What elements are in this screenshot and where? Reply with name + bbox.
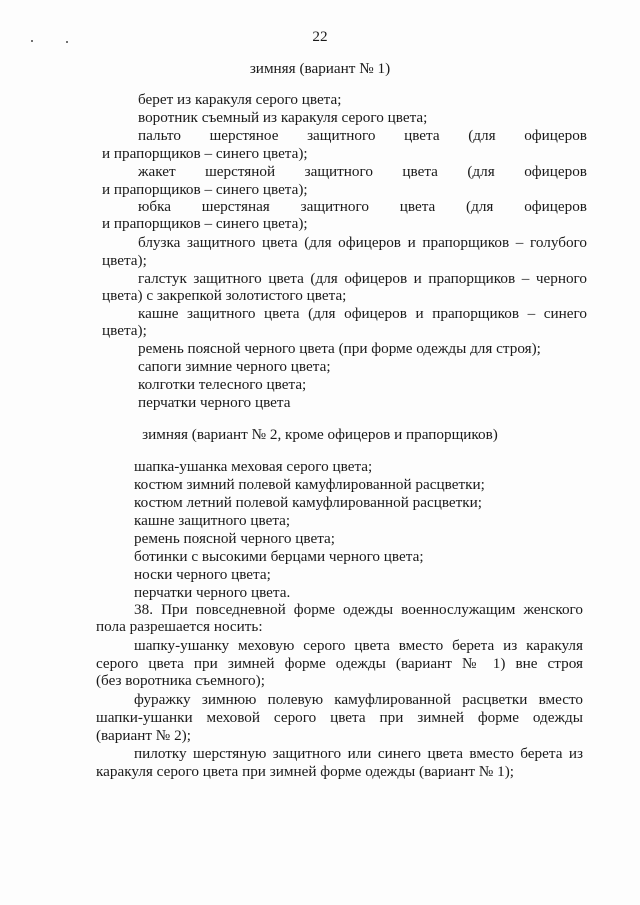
allowed-item-furazhka: фуражку зимнюю полевую камуфлированной расцветки вместо: [134, 691, 583, 708]
section-heading-winter-1: зимняя (вариант № 1): [249, 60, 391, 77]
paragraph-38-continuation: пола разрешается носить:: [96, 618, 263, 635]
allowed-item-shapka-continuation: (без воротника съемного);: [96, 672, 265, 689]
word: (для: [467, 163, 495, 180]
word: защитного: [307, 127, 376, 144]
list-item: перчатки черного цвета: [138, 394, 291, 411]
list-item: ремень поясной черного цвета;: [134, 530, 336, 547]
word: цвета: [402, 163, 438, 180]
list-item-continuation: цвета);: [102, 252, 147, 269]
allowed-item-pilotka: пилотку шерстяную защитного или синего цвета вместо берета из: [134, 745, 583, 762]
list-item-bluzka: блузка защитного цвета (для офицеров и прапорщиков – голубого: [138, 234, 587, 251]
list-item-continuation: цвета) с закрепкой золотистого цвета;: [102, 287, 347, 304]
list-item: костюм зимний полевой камуфлированной расцветки;: [134, 476, 485, 493]
word: форме: [477, 709, 519, 726]
word: шерстяное: [209, 127, 279, 144]
section-heading-winter-2: зимняя (вариант № 2, кроме офицеров и прапорщиков): [142, 426, 498, 443]
list-item: берет из каракуля серого цвета;: [138, 91, 342, 108]
word: меховой: [206, 709, 261, 726]
allowed-item-pilotka-continuation: каракуля серого цвета при зимней форме одежды (вариант № 1);: [96, 763, 515, 780]
word: офицеров: [524, 198, 587, 215]
word: офицеров: [524, 163, 587, 180]
word: защитного: [304, 163, 373, 180]
word: защитного: [300, 198, 369, 215]
list-item-palto: [138, 127, 587, 145]
list-item-yubka: [138, 198, 587, 216]
list-item: колготки телесного цвета;: [138, 376, 307, 393]
allowed-item-furazhka-continuation: [96, 709, 583, 727]
list-item: ремень поясной черного цвета (при форме одежды для строя);: [138, 340, 541, 357]
word: (для: [468, 127, 496, 144]
list-item: кашне защитного цвета;: [134, 512, 291, 529]
word: цвета: [399, 198, 436, 215]
allowed-item-furazhka-continuation: (вариант № 2);: [96, 727, 191, 744]
list-item: шапка-ушанка меховая серого цвета;: [134, 458, 373, 475]
word: серого: [273, 709, 317, 726]
word: жакет: [138, 163, 176, 180]
paragraph-38: 38. При повседневной форме одежды военнослужащим женского: [134, 601, 583, 618]
list-item-continuation: и прапорщиков – синего цвета);: [102, 181, 308, 198]
word: зимней: [417, 709, 464, 726]
list-item-continuation: цвета);: [102, 322, 147, 339]
list-item-galstuk: галстук защитного цвета (для офицеров и прапорщиков – черного: [138, 270, 587, 287]
list-item-continuation: и прапорщиков – синего цвета);: [102, 215, 308, 232]
word: юбка: [138, 198, 171, 215]
list-item-zhaket: [138, 163, 587, 181]
word: шапки-ушанки: [96, 709, 193, 726]
word: цвета: [330, 709, 366, 726]
allowed-item-shapka-continuation: серого цвета при зимней форме одежды (вариант № 1) вне строя: [96, 655, 583, 672]
word: одежды: [532, 709, 583, 726]
word: шерстяная: [201, 198, 270, 215]
list-item: носки черного цвета;: [134, 566, 271, 583]
list-item: перчатки черного цвета.: [134, 584, 291, 601]
allowed-item-shapka: шапку-ушанку меховую серого цвета вместо берета из каракуля: [134, 637, 583, 654]
list-item: сапоги зимние черного цвета;: [138, 358, 331, 375]
list-item-kashne: кашне защитного цвета (для офицеров и прапорщиков – синего: [138, 305, 587, 322]
word: пальто: [138, 127, 181, 144]
word: офицеров: [524, 127, 587, 144]
list-item-continuation: и прапорщиков – синего цвета);: [102, 145, 308, 162]
word: шерстяной: [205, 163, 276, 180]
word: при: [379, 709, 404, 726]
list-item: ботинки с высокими берцами черного цвета;: [134, 548, 424, 565]
word: (для: [466, 198, 494, 215]
page-number: 22: [312, 28, 328, 45]
list-item: костюм летний полевой камуфлированной расцветки;: [134, 494, 483, 511]
list-item: воротник съемный из каракуля серого цвета;: [138, 109, 428, 126]
word: цвета: [404, 127, 440, 144]
